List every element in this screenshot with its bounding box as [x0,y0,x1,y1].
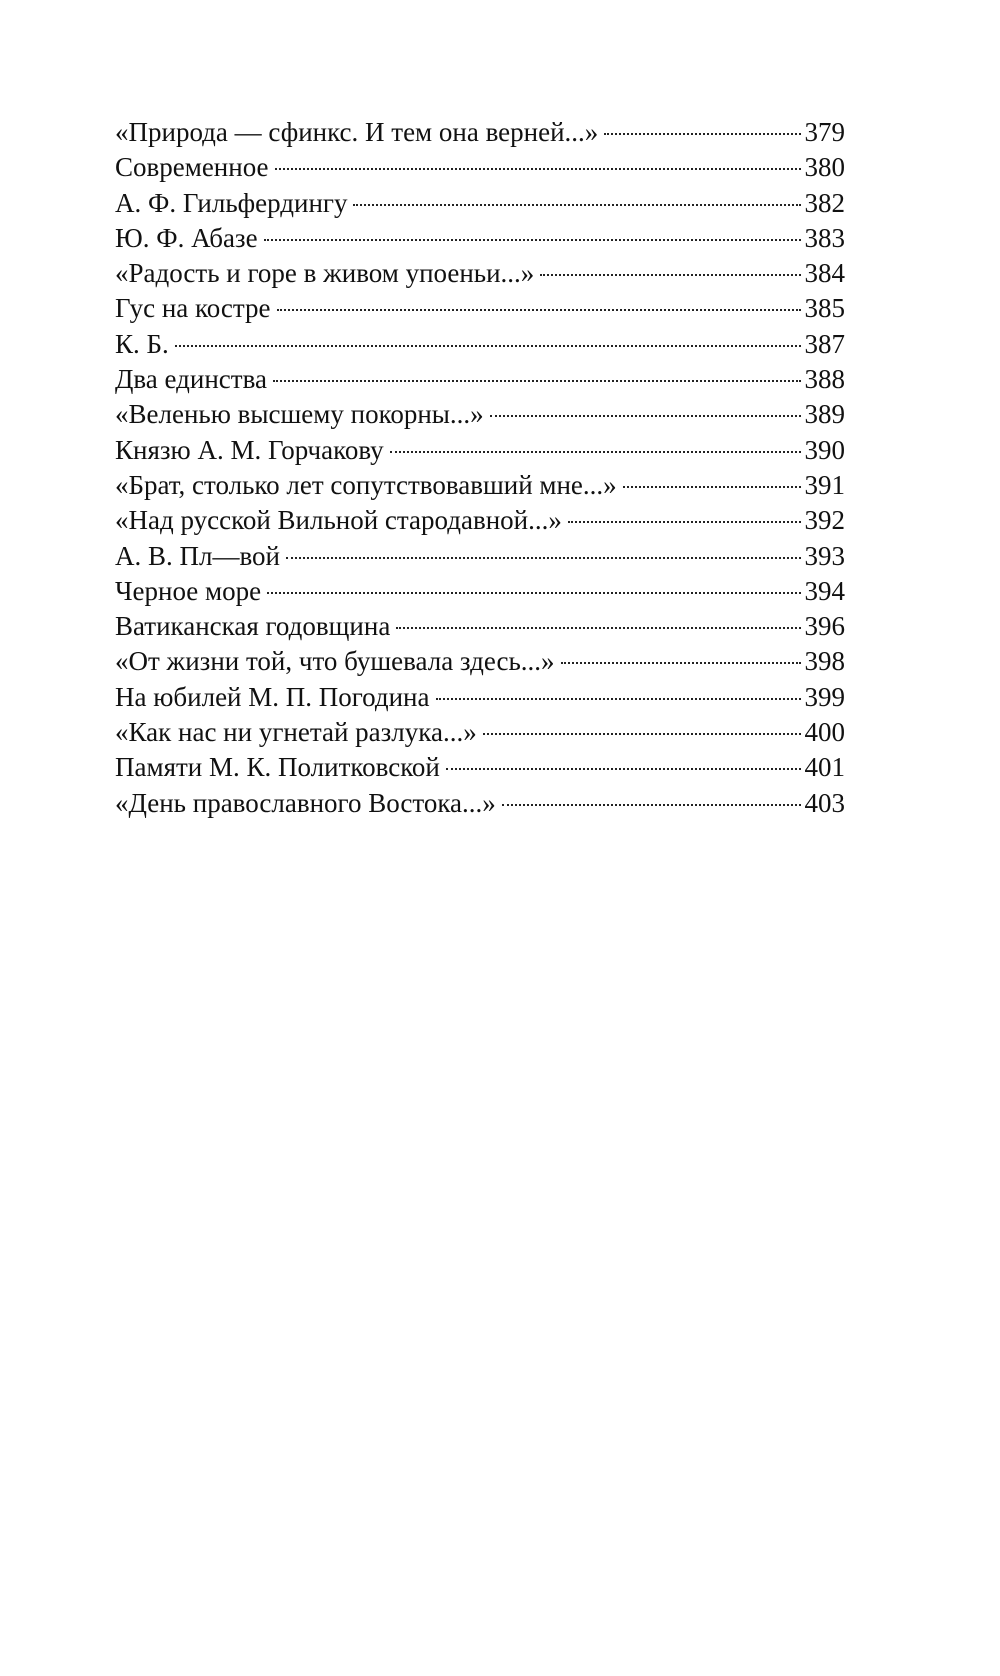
toc-entry [115,364,845,399]
dot-leader [267,592,800,594]
toc-entry [115,329,845,364]
toc-entry [115,646,845,681]
dot-leader [277,309,801,311]
toc-entry [115,682,845,717]
dot-leader [175,345,801,347]
dot-leader [446,768,801,770]
toc-entry-title: «Радость и горе в живом упоеньи...» [115,258,535,289]
dot-leader [396,627,800,629]
toc-entry-page: 387 [804,328,845,359]
toc-entry-page: 390 [804,434,845,465]
toc-entry [115,541,845,576]
dot-leader [353,204,800,206]
dot-leader [540,274,800,276]
toc-entry [115,223,845,258]
toc-entry [115,188,845,223]
toc-entry-page: 398 [804,646,845,677]
toc-entry-title: А. Ф. Гильфердингу [115,187,348,218]
toc-entry-title: К. Б. [115,328,169,359]
dot-leader [264,239,801,241]
toc-entry-title: Гус на костре [115,293,271,324]
toc-entry-page: 380 [804,152,845,183]
toc-entry-title: «От жизни той, что бушевала здесь...» [115,646,555,677]
toc-entry-title: Ватиканская годовщина [115,611,391,642]
dot-leader [502,804,801,806]
toc-entry [115,752,845,787]
toc-entry [115,293,845,328]
toc-entry [115,717,845,752]
toc-entry [115,576,845,611]
dot-leader [561,662,801,664]
toc-entry-page: 384 [804,258,845,289]
toc-entry-page: 388 [804,364,845,395]
toc-entry-title: «Как нас ни угнетай разлука...» [115,717,477,748]
toc-entry-page: 403 [804,787,845,818]
dot-leader [390,451,801,453]
toc-entry [115,117,845,152]
toc-entry-page: 385 [804,293,845,324]
dot-leader [568,521,801,523]
toc-entry-title: «Над русской Вильной стародавной...» [115,505,562,536]
dot-leader [436,698,801,700]
toc-entry-page: 394 [804,575,845,606]
dot-leader [286,557,801,559]
toc-entry-title: «Брат, столько лет сопутствовавший мне...» [115,469,617,500]
toc-entry [115,399,845,434]
dot-leader [623,486,801,488]
dot-leader [273,380,801,382]
toc-entry-page: 396 [804,611,845,642]
toc-entry [115,505,845,540]
toc-entry-title: «День православного Востока...» [115,787,496,818]
toc-entry-page: 392 [804,505,845,536]
dot-leader [604,133,800,135]
dot-leader [483,733,801,735]
toc-entry [115,788,845,823]
toc-entry-title: «Природа — сфинкс. И тем она верней...» [115,117,599,147]
toc-entry-page: 391 [804,469,845,500]
toc-entry-title: «Веленью высшему покорны...» [115,399,484,430]
dot-leader [490,415,801,417]
dot-leader [275,168,801,170]
toc-entry-page: 383 [804,222,845,253]
toc-entry [115,470,845,505]
toc-entry-title: Ю. Ф. Абазе [115,222,258,253]
toc-entry-page: 379 [804,117,845,147]
toc-entry-page: 393 [804,540,845,571]
toc-entry-title: А. В. Пл—вой [115,540,280,571]
toc-entry-page: 382 [804,187,845,218]
toc-entry [115,258,845,293]
toc-entry-title: На юбилей М. П. Погодина [115,681,430,712]
toc-entry-title: Памяти М. К. Политковской [115,752,440,783]
toc-entry-title: Князю А. М. Горчакову [115,434,384,465]
toc-entry [115,611,845,646]
toc-entry [115,435,845,470]
table-of-contents [115,117,845,823]
toc-entry-title: Два единства [115,364,267,395]
toc-entry-page: 399 [804,681,845,712]
toc-entry-page: 400 [804,717,845,748]
toc-entry-title: Современное [115,152,269,183]
toc-entry-page: 389 [804,399,845,430]
toc-entry-page: 401 [804,752,845,783]
toc-entry-title: Черное море [115,575,262,606]
toc-entry [115,152,845,187]
